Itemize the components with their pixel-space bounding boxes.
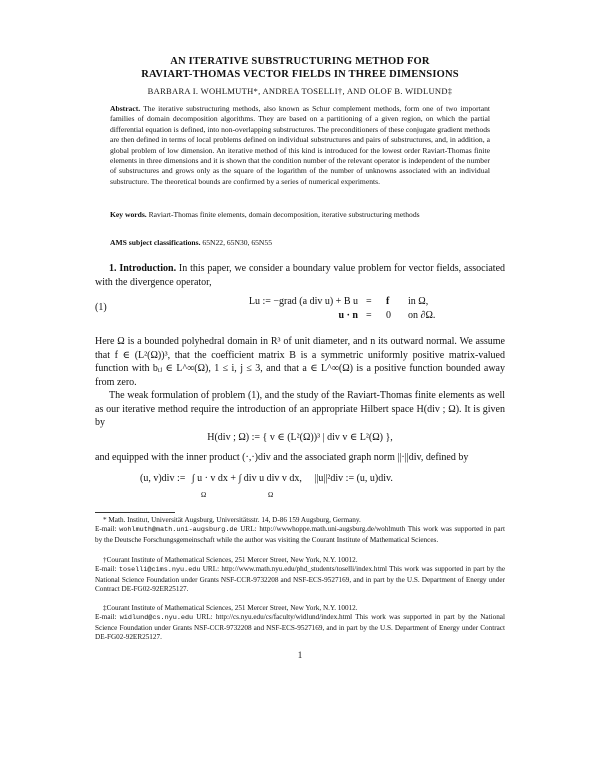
email-address[interactable]: wohlmuth@math.uni-augsburg.de (119, 526, 238, 535)
eq3-norm: ||u||²div := (u, u)div. (314, 473, 393, 484)
footnote-3-affiliation: ‡Courant Institute of Mathematical Sciences, 251 Mercer Street, New York, N.Y. 10012. (103, 604, 358, 612)
title-line-2: RAVIART-THOMAS VECTOR FIELDS IN THREE DIMENSIONS (141, 69, 459, 80)
eq3-domain-subscript-2: Ω (268, 491, 274, 499)
footnote-2-details (95, 565, 505, 594)
footnote-1-affiliation: * Math. Institut, Universität Augsburg, Universitätsstr. 14, D-86 159 Augsburg, Germany. (103, 516, 361, 524)
eq1-line2-eq: = (366, 310, 372, 321)
equation-number: (1) (95, 302, 107, 313)
eq1-line1-domain: in Ω, (408, 296, 429, 307)
page-number: 1 (297, 650, 303, 660)
footnote-3-rest: URL: http://cs.nyu.edu/cs/faculty/widlund/index.html This work was supported in part by the National Science Foundation under Grants NSF-CCR-9732208 and NSF-ECS-9527169, and in part by the U.S. Department of Energy under Contract DE-FG02-92ER25127. (95, 613, 505, 642)
eq3-lhs: (u, v)div := (140, 473, 186, 484)
intro-text: In this paper, we consider a boundary value problem for vector fields, associated with the divergence operator, (95, 263, 506, 288)
title-line-1: AN ITERATIVE SUBSTRUCTURING METHOD FOR (170, 56, 430, 67)
footnote-divider (95, 512, 175, 513)
eq3-integrals: ∫ u · v dx + ∫ div u div v dx, (191, 473, 302, 484)
footnote-1-rest: URL: http://wwwhoppe.math.uni-augsburg.de/wohlmuth This work was supported in part by the Deutsche Forschungsgemeinschaft while the author was visiting the Courant Institute of Mathematical Sciences. (95, 525, 506, 544)
paragraph-weak-formulation: The weak formulation of problem (1), and the study of the Raviart-Thomas finite elements as well as our iterative method require the introduction of an appropriate Hilbert space H(div ; Ω). It is given by (95, 390, 505, 429)
abstract (110, 104, 490, 187)
eq1-line1-lhs: Lu := −grad (a div u) + B u (248, 296, 358, 307)
footnote-3-details (95, 613, 505, 642)
footnote-2-rest: URL: http://www.math.nyu.edu/phd_students/toselli/index.html This work was supported in part by the National Science Foundation under Grants NSF-CCR-9732208 and NSF-ECS-9527169, and in part by the U.S. Department of Energy under Contract DE-FG02-92ER25127. (95, 565, 506, 594)
equation-hdiv-space: H(div ; Ω) := { v ∈ (L²(Ω))³ | div v ∈ L²(Ω) }, (207, 432, 393, 443)
abstract-text: The iterative substructuring methods, also known as Schur complement methods, form one of two important families of domain decomposition algorithms. They are based on a partitioning of a given region, on which the partial differential equation is defined, into non-overlapping substructures. The preconditioners of these conjugate gradient methods are then defined in terms of local problems defined on individual substructures and pairs of substructures, and, in addition, a global problem of low dimension. An iterative method of this kind is introduced for the lowest order Raviart-Thomas finite elements in three dimensions and it is shown that the condition number of the relevant operator is independent of the number of substructures and grows only as the square of the logarithm of the number of unknowns associated with an individual substructure. The theoretical bounds are confirmed by a series of numerical experiments. (110, 104, 491, 186)
paragraph-domain-assumptions: Here Ω is a bounded polyhedral domain in R³ of unit diameter, and n its outward normal. We assume that f ∈ (L²(Ω))³, that the coefficient matrix B is a symmetric uniformly positive matrix-valued function with bᵢⱼ ∈ L^∞(Ω), 1 ≤ i, j ≤ 3, and that a ∈ L^∞(Ω) is a positive function bounded away from zero. (95, 336, 505, 388)
author-list: BARBARA I. WOHLMUTH*, ANDREA TOSELLI†, AND OLOF B. WIDLUND‡ (147, 86, 453, 96)
email-address[interactable]: toselli@cims.nyu.edu (118, 566, 201, 575)
eq1-line2-domain: on ∂Ω. (408, 310, 436, 321)
keywords (110, 210, 490, 220)
email-address[interactable]: widlund@cs.nyu.edu (119, 614, 194, 623)
keywords-text: Raviart-Thomas finite elements, domain decomposition, iterative substructuring methods (148, 210, 420, 219)
abstract-label: Abstract. (110, 104, 141, 113)
footnote-3 (95, 604, 505, 643)
equation-1 (200, 295, 500, 323)
equation-inner-product (140, 472, 480, 499)
ams-classifications (110, 238, 490, 248)
email-label: E-mail: (95, 613, 117, 622)
footnote-1 (95, 516, 505, 545)
keywords-label: Key words. (110, 210, 147, 219)
email-label: E-mail: (95, 565, 117, 574)
eq1-line2-rhs: 0 (386, 310, 391, 321)
eq1-line2-lhs: u · n (338, 310, 358, 321)
email-label: E-mail: (95, 525, 117, 534)
ams-text: 65N22, 65N30, 65N55 (202, 238, 273, 247)
eq1-line1-rhs: f (386, 296, 390, 307)
footnote-2-affiliation: †Courant Institute of Mathematical Sciences, 251 Mercer Street, New York, N.Y. 10012. (103, 556, 358, 564)
paragraph-inner-product: and equipped with the inner product (·,·)div and the associated graph norm ||·||div, defined by (95, 452, 469, 463)
eq1-line1-eq: = (366, 296, 372, 307)
eq3-domain-subscript-1: Ω (201, 491, 207, 499)
ams-label: AMS subject classifications. (110, 238, 201, 247)
section-heading: 1. Introduction. (109, 263, 177, 274)
footnote-2 (95, 556, 505, 595)
footnote-1-details (95, 525, 505, 545)
paper-title (60, 55, 540, 81)
introduction (95, 262, 505, 290)
